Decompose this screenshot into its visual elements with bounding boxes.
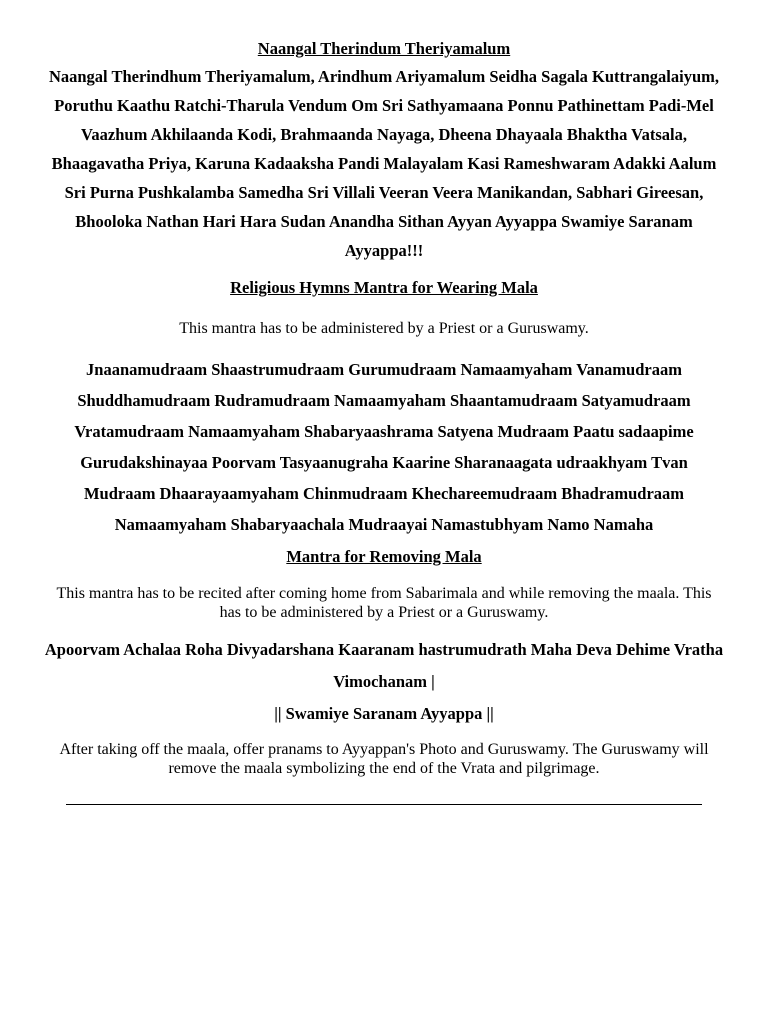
closing-line: After taking off the maala, offer pranams to Ayyappan's Photo and Guruswamy. The Guruswamy will bbox=[59, 741, 709, 758]
note-line: This mantra has to be recited after coming home from Sabarimala and while removing the maala. This bbox=[56, 585, 712, 602]
removing-mala-note bbox=[14, 584, 754, 622]
mantra-line: Shuddhamudraam Rudramudraam Namaamyaham Shaantamudraam Satyamudraam bbox=[77, 391, 691, 410]
prayer-line: Bhaagavatha Priya, Karuna Kadaaksha Pandi Malayalam Kasi Rameshwaram Adakki Aalum bbox=[51, 154, 717, 173]
mantra-line: || Swamiye Saranam Ayyappa || bbox=[274, 704, 494, 723]
mantra-line: Namaamyaham Shabaryaachala Mudraayai Namastubhyam Namo Namaha bbox=[114, 515, 654, 534]
prayer-line: Ayyappa!!! bbox=[344, 241, 424, 260]
section-heading-removing-mala: Mantra for Removing Mala bbox=[286, 547, 482, 566]
removing-mala-mantra bbox=[14, 634, 754, 730]
mantra-line: Vimochanam | bbox=[333, 672, 435, 691]
naangal-prayer-text bbox=[14, 62, 754, 265]
section-heading-naangal: Naangal Therindum Theriyamalum bbox=[257, 39, 511, 58]
mantra-line: Mudraam Dhaarayaamyaham Chinmudraam Khechareemudraam Bhadramudraam bbox=[83, 484, 685, 503]
prayer-line: Naangal Therindhum Theriyamalum, Arindhum Ariyamalum Seidha Sagala Kuttrangalaiyum, bbox=[48, 67, 720, 86]
prayer-line: Poruthu Kaathu Ratchi-Tharula Vendum Om Sri Sathyamaana Ponnu Pathinettam Padi-Mel bbox=[54, 96, 714, 115]
closing-instructions bbox=[14, 740, 754, 778]
section-heading-wearing-mala: Religious Hymns Mantra for Wearing Mala bbox=[230, 278, 538, 297]
prayer-line: Sri Purna Pushkalamba Samedha Sri Villali Veeran Veera Manikandan, Sabhari Gireesan, bbox=[64, 183, 704, 202]
mantra-line: Apoorvam Achalaa Roha Divyadarshana Kaaranam hastrumudrath Maha Deva Dehime Vratha bbox=[44, 640, 724, 659]
mantra-line: Jnaanamudraam Shaastrumudraam Gurumudraam Namaamyaham Vanamudraam bbox=[86, 360, 682, 379]
wearing-mala-note: This mantra has to be administered by a Priest or a Guruswamy. bbox=[179, 320, 589, 337]
mantra-line: Vratamudraam Namaamyaham Shabaryaashrama Satyena Mudraam Paatu sadaapime bbox=[74, 422, 694, 441]
horizontal-divider bbox=[66, 804, 702, 805]
note-line: has to be administered by a Priest or a Guruswamy. bbox=[219, 604, 549, 621]
wearing-mala-mantra bbox=[14, 354, 754, 540]
closing-line: remove the maala symbolizing the end of the Vrata and pilgrimage. bbox=[168, 760, 600, 777]
prayer-line: Vaazhum Akhilaanda Kodi, Brahmaanda Nayaga, Dheena Dhayaala Bhaktha Vatsala, bbox=[81, 125, 687, 144]
mantra-line: Gurudakshinayaa Poorvam Tasyaanugraha Kaarine Sharanaagata udraakhyam Tvan bbox=[80, 453, 688, 472]
prayer-line: Bhooloka Nathan Hari Hara Sudan Anandha Sithan Ayyan Ayyappa Swamiye Saranam bbox=[75, 212, 693, 231]
